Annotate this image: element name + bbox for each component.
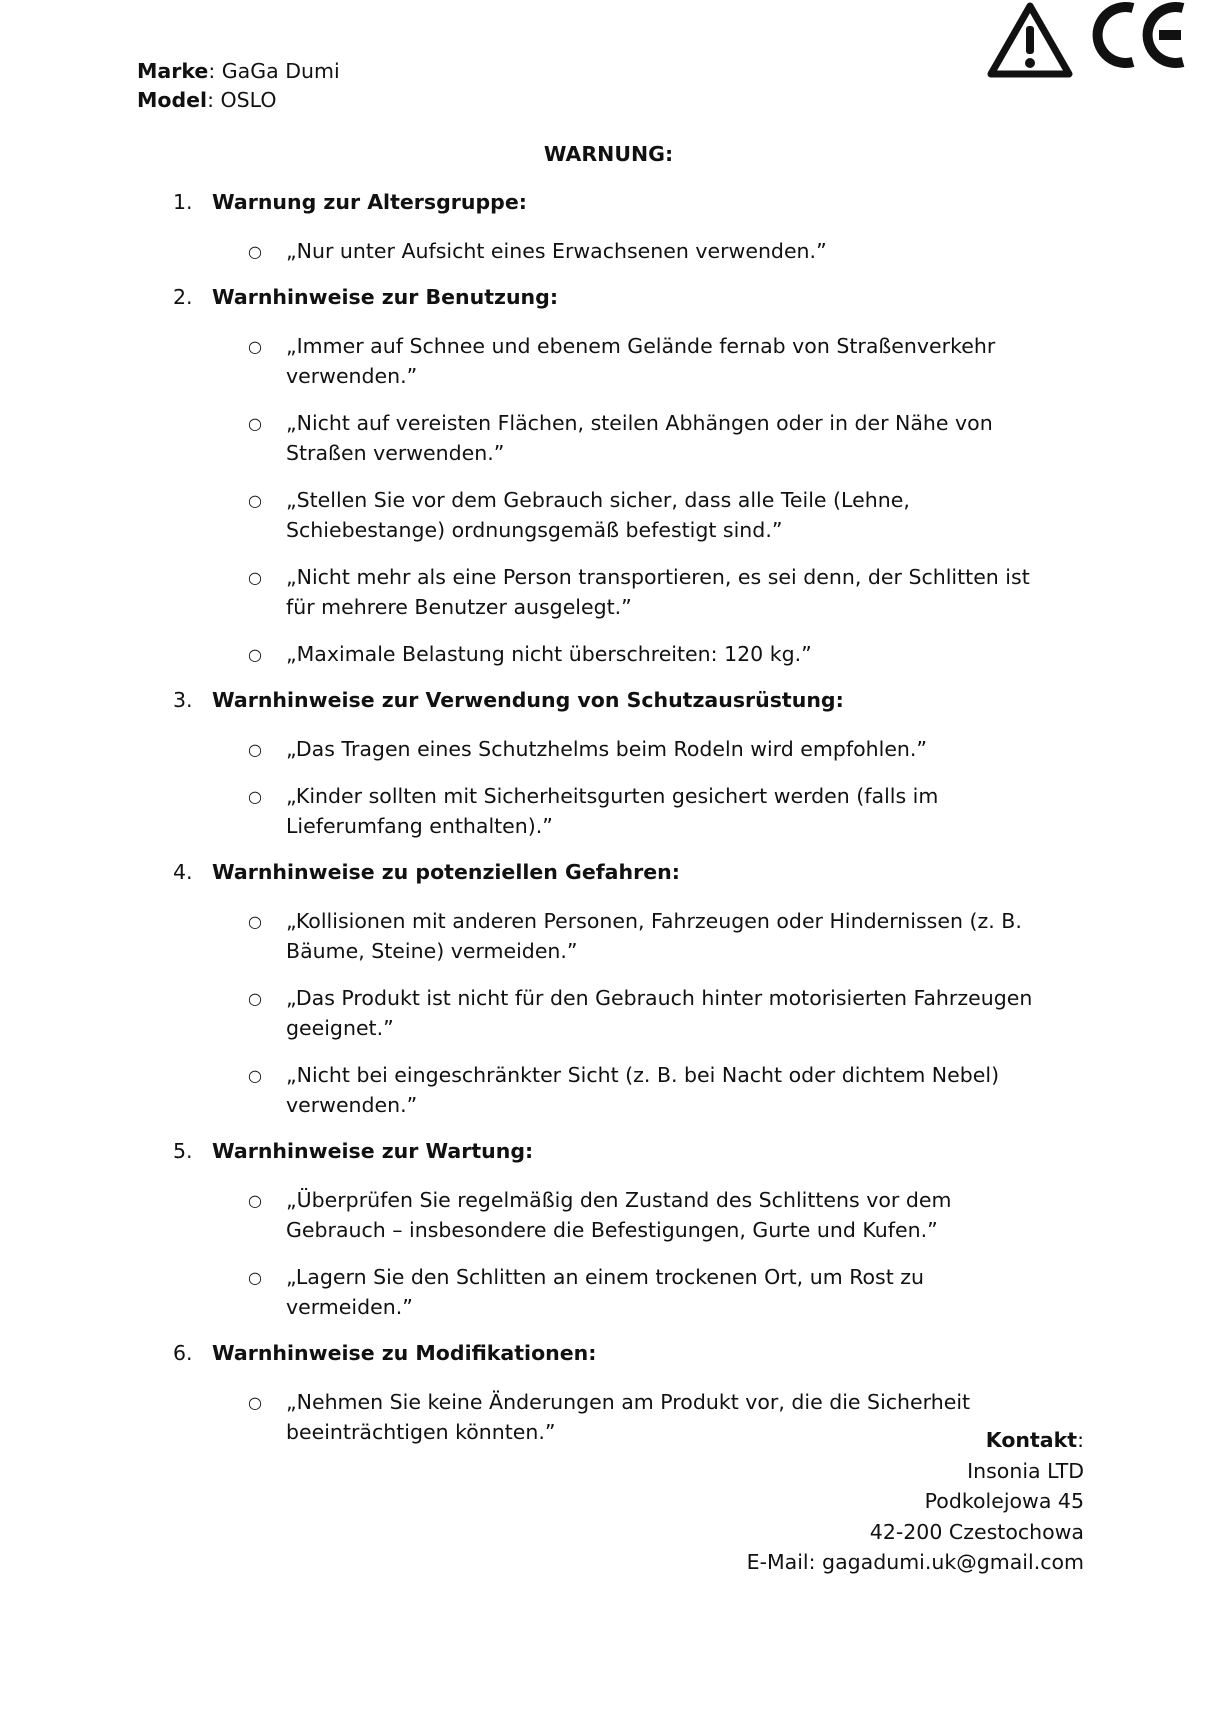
list-item [212, 562, 1056, 622]
document-title: WARNUNG: [543, 142, 674, 166]
list-item-text: „Lagern Sie den Schlitten an einem trockenen Ort, um Rost zu vermeiden.” [286, 1265, 925, 1319]
list-item-text: „Nicht bei eingeschränkter Sicht (z. B. bei Nacht oder dichtem Nebel) verwenden.” [286, 1063, 1000, 1117]
list-item-text: „Nur unter Aufsicht eines Erwachsenen verwenden.” [286, 239, 827, 263]
bullet-circle-icon: ○ [248, 989, 262, 1008]
bullet-circle-icon: ○ [248, 414, 262, 433]
contact-company: Insonia LTD [967, 1458, 1084, 1483]
list-item-text: „Das Tragen eines Schutzhelms beim Rodeln wird empfohlen.” [286, 737, 928, 761]
list-item-text: „Nicht mehr als eine Person transportieren, es sei denn, der Schlitten ist für mehrere Benutzer ausgelegt.” [286, 565, 1030, 619]
section-items [212, 1185, 1217, 1322]
section-heading: Warnhinweise zur Benutzung: [212, 285, 559, 309]
section-items [212, 906, 1217, 1120]
list-item-text: „Kinder sollten mit Sicherheitsgurten gesichert werden (falls im Lieferumfang enthalten).” [286, 784, 939, 838]
contact-email[interactable]: E-Mail: gagadumi.uk@gmail.com [746, 1550, 1084, 1574]
bullet-circle-icon: ○ [248, 1191, 262, 1210]
contact-street: Podkolejowa 45 [924, 1489, 1084, 1513]
bullet-circle-icon: ○ [248, 337, 262, 356]
bullet-circle-icon: ○ [248, 242, 262, 261]
list-item-text: „Nicht auf vereisten Flächen, steilen Abhängen oder in der Nähe von Straßen verwenden.” [286, 411, 993, 465]
warning-section [0, 858, 1217, 1120]
section-number: 5. [173, 1139, 193, 1163]
brand-line: Marke: GaGa Dumi [137, 59, 340, 83]
list-item [212, 639, 1056, 669]
list-item-text: „Immer auf Schnee und ebenem Gelände fernab von Straßenverkehr verwenden.” [286, 334, 996, 388]
section-heading: Warnhinweise zur Wartung: [212, 1139, 534, 1163]
contact-city: 42-200 Czestochowa [869, 1519, 1084, 1544]
bullet-circle-icon: ○ [248, 912, 262, 931]
certification-marks [985, 0, 1189, 82]
contact-label-line: Kontakt: [985, 1428, 1084, 1452]
list-item-text: „Stellen Sie vor dem Gebrauch sicher, dass alle Teile (Lehne, Schiebestange) ordnungsgemäß befestigt sind.” [286, 488, 910, 542]
bullet-circle-icon: ○ [248, 645, 262, 664]
bullet-circle-icon: ○ [248, 568, 262, 587]
list-item [212, 331, 1056, 391]
model-label: Model [137, 88, 208, 112]
section-heading: Warnhinweise zu Modifikationen: [212, 1341, 597, 1365]
list-item [212, 983, 1056, 1043]
section-number: 4. [173, 860, 193, 884]
section-number: 1. [173, 190, 193, 214]
bullet-circle-icon: ○ [248, 1066, 262, 1085]
section-items [212, 236, 1217, 266]
contact-block [747, 1425, 1084, 1578]
warning-section [0, 1137, 1217, 1322]
warning-section [0, 283, 1217, 669]
list-item [212, 236, 1056, 266]
bullet-circle-icon: ○ [248, 491, 262, 510]
warning-sections [0, 188, 1217, 1464]
warning-triangle-icon [985, 0, 1075, 82]
brand-value: GaGa Dumi [221, 59, 340, 83]
section-number: 3. [173, 688, 193, 712]
list-item [212, 1262, 1056, 1322]
list-item-text: „Kollisionen mit anderen Personen, Fahrzeugen oder Hindernissen (z. B. Bäume, Steine) vermeiden.” [286, 909, 1022, 963]
ce-mark-icon [1089, 0, 1189, 70]
section-heading: Warnung zur Altersgruppe: [212, 190, 527, 214]
list-item [212, 408, 1056, 468]
section-number: 6. [173, 1341, 193, 1365]
model-value: OSLO [220, 88, 277, 112]
bullet-circle-icon: ○ [248, 1268, 262, 1287]
brand-label: Marke [137, 59, 209, 83]
section-items [212, 331, 1217, 669]
list-item-text: „Maximale Belastung nicht überschreiten: 120 kg.” [286, 642, 812, 666]
section-items [212, 734, 1217, 841]
bullet-circle-icon: ○ [248, 1393, 262, 1412]
list-item-text: „Überprüfen Sie regelmäßig den Zustand des Schlittens vor dem Gebrauch – insbesondere die Befestigungen, Gurte und Kufen.” [286, 1188, 952, 1242]
bullet-circle-icon: ○ [248, 787, 262, 806]
list-item [212, 734, 1056, 764]
list-item-text: „Nehmen Sie keine Änderungen am Produkt vor, die die Sicherheit beeinträchtigen könnten.” [286, 1390, 971, 1444]
list-item [212, 906, 1056, 966]
bullet-circle-icon: ○ [248, 740, 262, 759]
list-item [212, 485, 1056, 545]
list-item [212, 1185, 1056, 1245]
list-item-text: „Das Produkt ist nicht für den Gebrauch hinter motorisierten Fahrzeugen geeignet.” [286, 986, 1033, 1040]
list-item [212, 781, 1056, 841]
model-line: Model: OSLO [137, 88, 277, 112]
section-heading: Warnhinweise zu potenziellen Gefahren: [212, 860, 680, 884]
warning-section [0, 686, 1217, 841]
warning-section [0, 188, 1217, 266]
section-heading: Warnhinweise zur Verwendung von Schutzausrüstung: [212, 688, 844, 712]
contact-label: Kontakt [985, 1428, 1078, 1452]
product-meta [137, 57, 340, 115]
list-item [212, 1060, 1056, 1120]
section-number: 2. [173, 285, 193, 309]
